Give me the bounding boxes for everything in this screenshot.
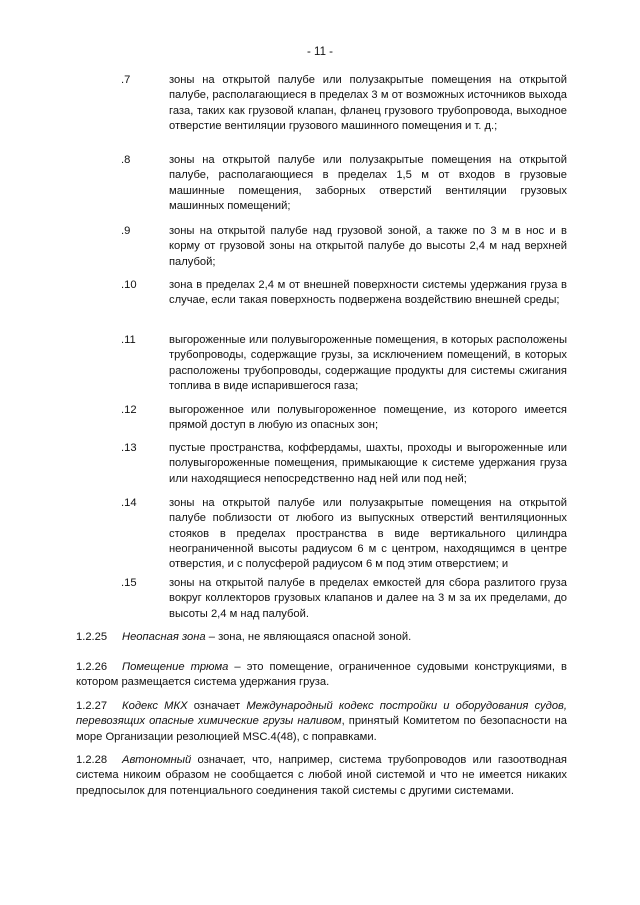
list-item-text: выгороженное или полувыгороженное помещение, из которого имеется прямой доступ в любую из опасных зон;	[169, 404, 567, 432]
paragraph-number: 1.2.28	[76, 754, 108, 766]
definition-1-2-27	[76, 699, 567, 745]
definition-1-2-25	[76, 630, 567, 645]
list-item-text: зона в пределах 2,4 м от внешней поверхности системы удержания груза в случае, если такая поверхность подвержена воздействию внешней среды;	[169, 279, 567, 307]
list-item-text: зоны на открытой палубе над грузовой зоной, а также по 3 м в нос и в корму от грузовой зоны на открытой палубе до высоты 2,4 м над верхней палубой;	[169, 225, 567, 268]
definition-1-2-26	[76, 660, 567, 691]
list-item-number: .12	[121, 404, 137, 416]
list-item-text: зоны на открытой палубе или полузакрытые помещения на открытой палубе, располагающиеся в пределах 3 м от возможных источников выхода газа, таких как грузовой клапан, фланец грузового трубопровода, выходное отверстие вентиляции грузового машинного помещения и т. д.;	[169, 74, 567, 132]
code-full-title: Международный кодекс постройки и оборудования судов, перевозящих опасные химические грузы наливом	[76, 700, 567, 728]
definition-text: – это помещение, ограниченное судовыми конструкциями, в котором размещается система удержания груза.	[76, 661, 567, 689]
definition-text: , принятый Комитетом по безопасности на море Организации резолюцией MSC.4(48), с поправками.	[76, 715, 567, 743]
definition-text: – зона, не являющаяся опасной зоной.	[205, 631, 412, 643]
list-item-text: пустые пространства, коффердамы, шахты, проходы и выгороженные или полувыгороженные помещения, примыкающие к системе удержания груза или находящиеся непосредственно над ней или под ней;	[169, 442, 567, 485]
list-item-number: .10	[121, 279, 137, 291]
list-item-number: .9	[121, 225, 131, 237]
defined-term: Неопасная зона	[122, 631, 206, 643]
list-item-number: .8	[121, 154, 131, 166]
paragraph-number: 1.2.26	[76, 661, 108, 673]
list-item-number: .15	[121, 577, 137, 589]
paragraph-number: 1.2.25	[76, 631, 108, 643]
defined-term: Кодекс МКХ	[122, 700, 188, 712]
list-item-number: .11	[121, 334, 136, 346]
page-number: - 11 -	[307, 46, 333, 58]
list-item-text: зоны на открытой палубе или полузакрытые помещения на открытой палубе поблизости от любого из выпускных отверстий вентиляционных стояков в пределах пространства в виде вертикального цилиндра неограниченной высоты радиусом 6 м с центром, находящимся в центре отверстия, и с полусферой радиусом 6 м под этим отверстием; и	[169, 497, 567, 571]
list-item-text: выгороженные или полувыгороженные помещения, в которых расположены трубопроводы, содержащие грузы, за исключением помещений, в которых расположены трубопроводы, содержащие продукты для системы сжигания топлива в виде испарившегося газа;	[169, 334, 567, 392]
list-item-number: .7	[121, 74, 131, 86]
paragraph-number: 1.2.27	[76, 700, 108, 712]
list-item-text: зоны на открытой палубе в пределах емкостей для сбора разлитого груза вокруг коллекторов грузовых клапанов и далее на 3 м за их пределами, до высоты 2,4 м над палубой.	[169, 577, 567, 620]
definition-1-2-28	[76, 753, 567, 799]
list-item-text: зоны на открытой палубе или полузакрытые помещения на открытой палубе, располагающиеся в пределах 1,5 м от входов в грузовые машинные помещения, заборных отверстий вентиляции грузовых машинных помещений;	[169, 154, 567, 212]
list-item-number: .13	[121, 442, 137, 454]
definition-text: означает, что, например, система трубопроводов или газоотводная система никоим образом не сообщается с любой иной системой и что не имеется никаких предпосылок для потенциального соединения такой системы с другими системами.	[76, 754, 567, 797]
list-item-number: .14	[121, 497, 137, 509]
defined-term: Автономный	[122, 754, 192, 766]
definition-connector: означает	[187, 700, 247, 712]
defined-term: Помещение трюма	[122, 661, 229, 673]
